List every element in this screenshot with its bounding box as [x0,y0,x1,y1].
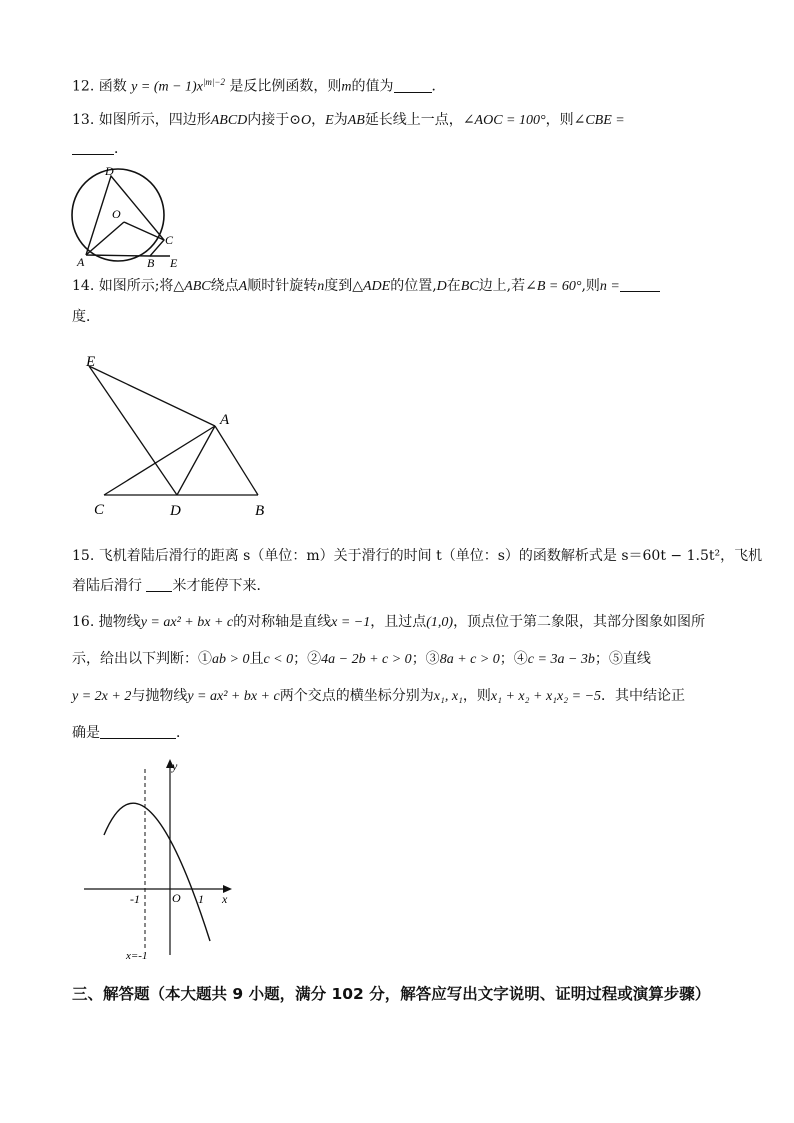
label-a: A [77,255,85,269]
question-text: 度． [72,309,100,325]
formula: y = (m − 1)x [131,79,203,95]
math-equation: y = ax² + bx + c [187,689,280,704]
segment-ea [89,366,215,426]
question-text: ；③ [411,651,440,667]
answer-blank[interactable] [72,140,114,155]
math-abc: ABC [184,279,211,294]
label-c: C [165,233,174,247]
question-text: 的值为 [351,78,394,95]
question-15 [72,547,762,565]
question-number: 13. [72,112,95,128]
question-text: 如图所示;将△ [98,278,185,294]
segment-ac [104,426,215,495]
period: ． [114,141,128,157]
question-text: 与抛物线 [131,688,188,704]
question-text: 确是 [72,725,100,741]
math-angle: ∠B = 60° [525,279,582,294]
segment-ed [89,366,177,495]
question-16-line2 [72,650,651,669]
answer-blank[interactable] [146,577,172,592]
question-text: ， [311,112,326,128]
question-text: ，顶点位于第二象限，其部分图象如图所 [453,614,706,630]
math-angle: ∠AOC = 100° [462,113,546,128]
parabola-curve [104,803,210,941]
question-number: 15. [72,548,95,564]
label-a: A [220,412,230,428]
question-text: ，且过点 [370,614,427,630]
question-14-line2 [72,308,100,326]
segment-ab [215,426,258,495]
symmetry-axis-label: x=-1 [126,950,148,962]
label-o: O [112,207,121,221]
math-abcd: ABCD [210,113,248,128]
question-text: ；② [293,651,322,667]
circle-figure [66,160,186,272]
math-n: n [317,279,325,294]
question-15-line2 [72,577,270,595]
label-c: C [94,502,105,518]
question-12 [72,73,446,97]
label-e: E [170,256,178,270]
math-axis: x = −1 [331,615,371,630]
variable: m [341,79,352,95]
question-number: 14. [72,278,95,294]
question-text: 为 [333,112,348,128]
math-line: y = 2x + 2 [72,689,132,704]
math-condition: 8a + c > 0 [439,652,500,667]
math-condition: 4a − 2b + c > 0 [321,652,412,667]
question-text: ，则 [462,688,491,704]
question-text: 且 [249,651,264,667]
question-16-line3 [72,687,685,706]
question-text: 如图所示，四边形 [98,112,211,128]
segment-ad [177,426,215,495]
question-text: 度到△ [324,278,363,294]
question-text: 两个交点的横坐标分别为 [279,688,434,704]
question-text: 绕点 [210,278,239,294]
math-o: O [301,113,312,128]
question-text: 在 [446,278,461,294]
y-label: y [172,759,178,773]
math-point: (1,0) [426,615,454,630]
answer-blank[interactable] [620,277,660,292]
triangle-figure [84,348,280,520]
question-text: ；⑤直线 [594,651,651,667]
question-text: 的位置, [390,278,437,294]
question-text: ，则 [545,112,574,128]
label-d: D [170,503,181,519]
question-text: 内接于⊙ [247,112,302,128]
math-equation: x₁ + x₂ + x₁x₂ = −5 [490,689,602,704]
exponent: |m|−2 [202,77,225,87]
answer-blank[interactable] [100,724,176,739]
question-text: 的对称轴是直线 [233,614,332,630]
question-text: 顺时针旋转 [247,278,318,294]
label-d: D [105,164,114,178]
question-text: 着陆后滑行 [72,578,142,594]
label-b: B [255,503,265,519]
question-text: 米才能停下来． [172,578,271,594]
parabola-graph [80,755,240,965]
question-text: 是反比例函数，则 [229,78,342,95]
segment-oc [124,222,164,240]
question-text: 边上,若 [478,278,526,294]
math-condition: ab > 0 [212,652,250,667]
question-text: 抛物线 [98,614,141,630]
origin-label: O [172,891,181,905]
math-ab: AB [347,113,365,128]
math-angle: ∠CBE = [573,113,625,128]
label-b: B [147,256,155,270]
question-text: ．其中结论正 [601,688,686,704]
math-roots: x₁, x₁ [433,689,463,704]
question-text: 示，给出以下判断：① [72,651,212,667]
question-text: 延长线上一点， [364,112,463,128]
question-13-line2 [72,140,128,158]
question-16 [72,613,705,632]
question-text: 函数 [98,78,127,95]
x-label: x [222,892,228,906]
math-equation: y = ax² + bx + c [140,615,234,630]
math-bc: BC [460,279,479,294]
question-13 [72,111,625,130]
math-e: E [325,113,334,128]
question-16-line4 [72,724,190,742]
period: ． [176,725,190,741]
section-heading: 三、解答题（本大题共 9 小题，满分 102 分，解答应写出文字说明、证明过程或演算步骤） [72,985,711,1003]
math-d: D [436,279,447,294]
tick-neg1-label: -1 [130,892,140,906]
math-condition: c < 0 [263,652,294,667]
math-a: A [238,279,248,294]
period: ． [431,78,446,95]
label-e: E [86,354,96,370]
math-n: n = [599,279,620,294]
question-text: ；④ [499,651,528,667]
tick-1-label: 1 [198,892,204,906]
question-number: 16. [72,614,95,630]
question-text: ,则 [581,278,600,294]
answer-blank[interactable] [394,78,432,93]
math-condition: c = 3a − 3b [527,652,595,667]
question-number: 12. [72,78,95,95]
question-text: 飞机着陆后滑行的距离 s（单位：m）关于滑行的时间 t（单位：s）的函数解析式是 s＝60t − 1.5t²，飞机 [98,548,763,564]
math-ade: ADE [363,279,391,294]
question-14 [72,277,660,296]
